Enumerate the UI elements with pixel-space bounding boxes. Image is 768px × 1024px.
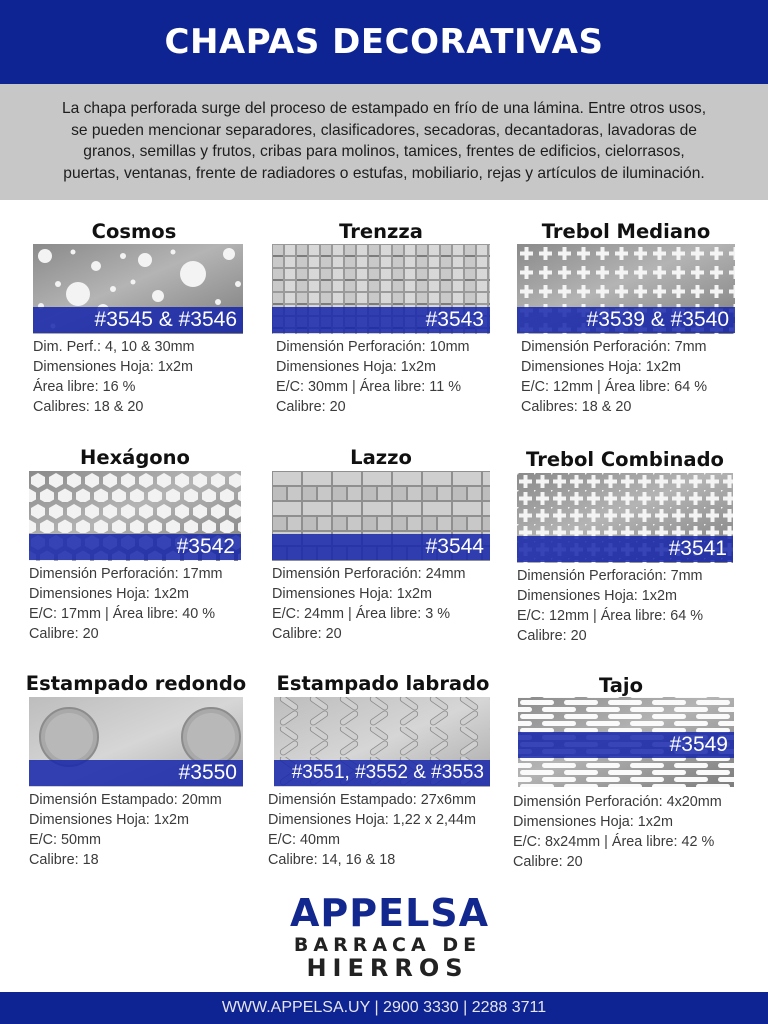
product-card-lazzo — [272, 444, 496, 654]
spec-line: E/C: 12mm | Área libre: 64 % — [517, 608, 704, 624]
page-title: CHAPAS DECORATIVAS — [164, 22, 604, 62]
spec-line: Calibres: 18 & 20 — [521, 399, 632, 415]
spec-line: Dimensión Perforación: 24mm — [272, 566, 466, 582]
product-card-trenzza — [272, 216, 496, 426]
spec-line: Calibre: 14, 16 & 18 — [268, 852, 396, 868]
product-card-hexagono — [29, 444, 253, 654]
spec-line: E/C: 40mm — [268, 832, 340, 848]
spec-line: E/C: 30mm | Área libre: 11 % — [276, 379, 462, 395]
product-code: #3541 — [517, 536, 733, 562]
spec-line: E/C: 8x24mm | Área libre: 42 % — [513, 834, 715, 850]
spec-line: Dimensiones Hoja: 1x2m — [513, 814, 673, 830]
product-card-estampado-labrado — [268, 670, 492, 880]
logo-subtitle-line1: BARRACA DE — [293, 934, 482, 956]
spec-line: Dimensiones Hoja: 1x2m — [29, 586, 189, 602]
product-specs — [272, 564, 508, 644]
spec-line: Calibre: 20 — [513, 854, 583, 870]
product-code: #3549 — [518, 732, 734, 758]
product-title: Trenzza — [339, 220, 423, 243]
spec-line: Dimensión Perforación: 4x20mm — [513, 794, 722, 810]
spec-line: Dimensión Perforación: 10mm — [276, 339, 470, 355]
spec-line: Dimensión Estampado: 27x6mm — [268, 792, 476, 808]
spec-line: Dimensiones Hoja: 1x2m — [517, 588, 677, 604]
product-card-tajo — [513, 670, 737, 880]
product-specs — [29, 564, 265, 644]
appelsa-logo — [290, 891, 490, 982]
product-specs — [29, 790, 265, 870]
logo-subtitle-line2: HIERROS — [306, 954, 469, 982]
product-code: #3545 & #3546 — [33, 307, 243, 333]
spec-line: Dimensiones Hoja: 1x2m — [276, 359, 436, 375]
spec-line: Calibres: 18 & 20 — [33, 399, 144, 415]
product-code: #3542 — [29, 534, 241, 560]
spec-line: Calibre: 20 — [517, 628, 587, 644]
product-card-cosmos — [33, 216, 257, 426]
footer-contact: WWW.APPELSA.UY | 2900 3330 | 2288 3711 — [0, 992, 768, 1024]
spec-line: Dimensión Perforación: 7mm — [517, 568, 703, 584]
spec-line: Calibre: 18 — [29, 852, 99, 868]
intro-line: La chapa perforada surge del proceso de estampado en frío de una lámina. Entre otros usos, — [61, 100, 707, 117]
product-specs — [517, 566, 753, 646]
product-code: #3544 — [272, 534, 490, 560]
product-specs — [521, 337, 757, 417]
spec-line: Dim. Perf.: 4, 10 & 30mm — [33, 339, 195, 355]
product-title: Estampado redondo — [25, 672, 247, 695]
spec-line: Calibre: 20 — [272, 626, 342, 642]
spec-line: Dimensiones Hoja: 1x2m — [521, 359, 681, 375]
product-code: #3550 — [29, 760, 243, 786]
spec-line: E/C: 17mm | Área libre: 40 % — [29, 606, 216, 622]
intro-text — [0, 84, 768, 200]
product-code: #3551, #3552 & #3553 — [274, 760, 490, 786]
product-title: Lazzo — [350, 446, 412, 469]
product-specs — [513, 792, 749, 872]
product-specs — [276, 337, 512, 417]
product-title: Hexágono — [80, 446, 190, 469]
product-card-estampado-redondo — [25, 670, 249, 880]
spec-line: E/C: 24mm | Área libre: 3 % — [272, 606, 451, 622]
product-title: Trebol Combinado — [526, 448, 724, 471]
product-specs — [268, 790, 504, 870]
product-code: #3543 — [272, 307, 490, 333]
spec-line: Dimensión Perforación: 7mm — [521, 339, 707, 355]
intro-line: se pueden mencionar separadores, clasificadores, secadoras, decantadoras, lavadoras de — [71, 121, 697, 139]
spec-line: Calibre: 20 — [276, 399, 346, 415]
page-header — [0, 0, 768, 84]
spec-line: Calibre: 20 — [29, 626, 99, 642]
spec-line: Área libre: 16 % — [33, 379, 136, 395]
product-title: Trebol Mediano — [541, 220, 711, 243]
spec-line: E/C: 50mm — [29, 832, 101, 848]
intro-line: puertas, ventanas, frente de radiadores o estufas, mobiliario, rejas y artículos de iluminación. — [63, 164, 705, 182]
product-card-trebol-combinado — [517, 444, 741, 654]
logo-name: APPELSA — [290, 891, 490, 935]
spec-line: Dimensión Estampado: 20mm — [29, 792, 222, 808]
product-title: Estampado labrado — [276, 672, 490, 695]
spec-line: Dimensión Perforación: 17mm — [29, 566, 223, 582]
intro-line: granos, semillas y frutos, cribas para molinos, tamices, frentes de edificios, cielorrasos, — [83, 143, 685, 160]
spec-line: Dimensiones Hoja: 1x2m — [33, 359, 193, 375]
product-title: Tajo — [598, 674, 644, 697]
product-card-trebol-mediano — [517, 216, 741, 426]
product-title: Cosmos — [91, 220, 177, 243]
spec-line: E/C: 12mm | Área libre: 64 % — [521, 379, 708, 395]
spec-line: Dimensiones Hoja: 1,22 x 2,44m — [268, 812, 476, 828]
spec-line: Dimensiones Hoja: 1x2m — [29, 812, 189, 828]
spec-line: Dimensiones Hoja: 1x2m — [272, 586, 432, 602]
product-specs — [33, 337, 269, 417]
product-code: #3539 & #3540 — [517, 307, 735, 333]
